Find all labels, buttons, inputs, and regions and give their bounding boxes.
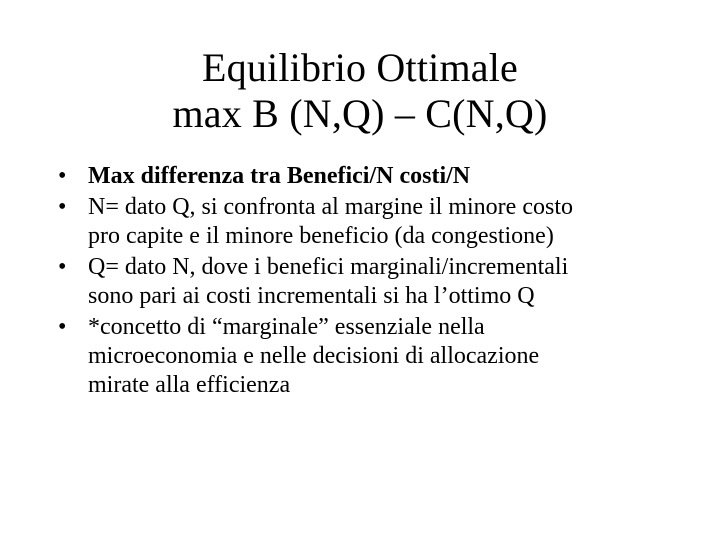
bullet-item-4	[58, 313, 698, 400]
bullet-1-line-1: Max differenza tra Benefici/N costi/N	[88, 163, 471, 189]
bullet-3-line-1: Q= dato N, dove i benefici marginali/incrementali	[88, 254, 569, 280]
bullet-3-line-2: sono pari ai costi incrementali si ha l’ottimo Q	[88, 283, 535, 309]
bullet-2-line-1: N= dato Q, si confronta al margine il minore costo	[88, 194, 573, 220]
bullet-marker: •	[58, 314, 67, 340]
bullet-marker: •	[58, 194, 67, 220]
bullet-item-1	[58, 162, 698, 191]
title-line-1: Equilibrio Ottimale	[202, 45, 518, 90]
bullet-item-2	[58, 193, 698, 251]
bullet-item-3	[58, 253, 698, 311]
bullet-4-line-3: mirate alla efficienza	[88, 372, 291, 398]
bullet-4-line-1: *concetto di “marginale” essenziale nella	[88, 314, 485, 340]
bullet-marker: •	[58, 163, 67, 189]
bullet-2-line-2: pro capite e il minore beneficio (da congestione)	[88, 223, 554, 249]
slide-title	[60, 45, 660, 137]
title-line-2: max B (N,Q) – C(N,Q)	[172, 91, 548, 136]
bullet-marker: •	[58, 254, 67, 280]
bullet-list	[58, 162, 698, 402]
bullet-4-line-2: microeconomia e nelle decisioni di allocazione	[88, 343, 540, 369]
